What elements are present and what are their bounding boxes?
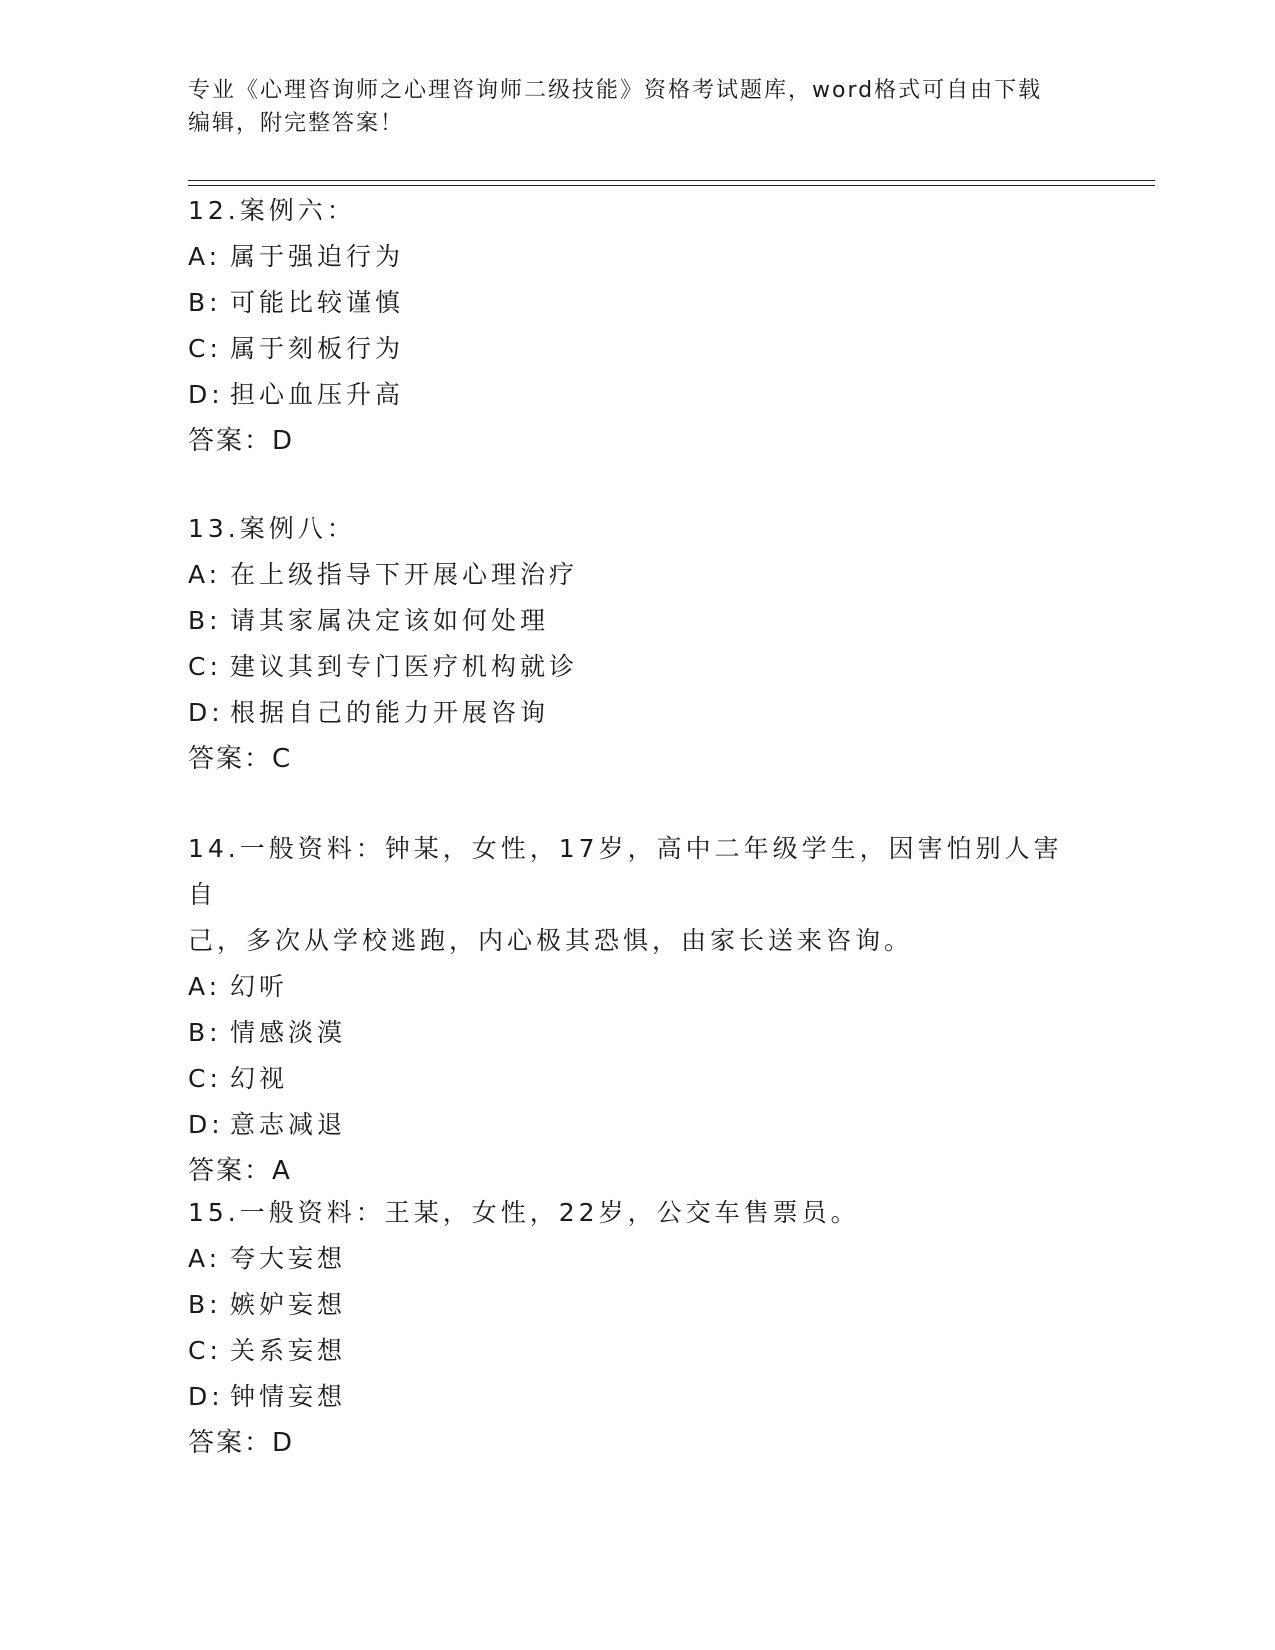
- option-text: 请其家属决定该如何处理: [230, 606, 550, 635]
- option-letter: B:: [188, 288, 222, 317]
- option-letter: C:: [188, 1336, 222, 1365]
- option-text: 在上级指导下开展心理治疗: [230, 560, 579, 589]
- option-letter: D:: [188, 1382, 224, 1411]
- option-letter: C:: [188, 652, 222, 681]
- option-text: 可能比较谨慎: [230, 288, 405, 317]
- header-line-1: 专业《心理咨询师之心理咨询师二级技能》资格考试题库，word格式可自由下载: [188, 78, 1043, 103]
- option-c: [188, 644, 1088, 690]
- answer-line: 答案：C: [188, 744, 293, 774]
- document-header: [188, 74, 1088, 140]
- question-title: 12.案例六：: [188, 196, 356, 225]
- option-b: [188, 280, 1088, 326]
- option-letter: A:: [188, 560, 222, 589]
- option-letter: B:: [188, 1290, 222, 1319]
- option-b: [188, 598, 1088, 644]
- option-text: 意志减退: [230, 1110, 347, 1139]
- option-text: 幻听: [230, 972, 289, 1001]
- option-a: [188, 964, 1088, 1010]
- option-text: 钟情妄想: [230, 1382, 347, 1411]
- question-15: [188, 1190, 1088, 1466]
- question-14: [188, 826, 1088, 1194]
- option-c: [188, 326, 1088, 372]
- option-letter: A:: [188, 972, 222, 1001]
- option-a: [188, 234, 1088, 280]
- option-a: [188, 552, 1088, 598]
- option-text: 幻视: [230, 1064, 289, 1093]
- option-text: 属于强迫行为: [230, 242, 405, 271]
- option-text: 夸大妄想: [230, 1244, 347, 1273]
- question-title-line-2: 己，多次从学校逃跑，内心极其恐惧，由家长送来咨询。: [188, 926, 914, 955]
- option-d: [188, 1102, 1088, 1148]
- header-divider-bottom: [188, 185, 1155, 186]
- option-c: [188, 1328, 1088, 1374]
- question-12: [188, 188, 1088, 464]
- option-text: 嫉妒妄想: [230, 1290, 347, 1319]
- question-title-line-1: 14.一般资料：钟某，女性，17岁，高中二年级学生，因害怕别人害自: [188, 834, 1063, 909]
- question-title: 15.一般资料：王某，女性，22岁，公交车售票员。: [188, 1198, 860, 1227]
- header-line-2: 编辑，附完整答案！: [188, 111, 405, 136]
- option-text: 担心血压升高: [230, 380, 405, 409]
- option-letter: D:: [188, 698, 224, 727]
- option-letter: B:: [188, 606, 222, 635]
- option-b: [188, 1282, 1088, 1328]
- answer-line: 答案：A: [188, 1156, 292, 1186]
- question-13: [188, 506, 1088, 782]
- option-d: [188, 372, 1088, 418]
- option-text: 根据自己的能力开展咨询: [230, 698, 550, 727]
- option-letter: C:: [188, 334, 222, 363]
- option-b: [188, 1010, 1088, 1056]
- question-title: 13.案例八：: [188, 514, 356, 543]
- option-d: [188, 690, 1088, 736]
- option-letter: B:: [188, 1018, 222, 1047]
- option-letter: C:: [188, 1064, 222, 1093]
- answer-line: 答案：D: [188, 426, 295, 456]
- option-letter: D:: [188, 380, 224, 409]
- option-c: [188, 1056, 1088, 1102]
- option-a: [188, 1236, 1088, 1282]
- option-text: 属于刻板行为: [230, 334, 405, 363]
- answer-line: 答案：D: [188, 1428, 295, 1458]
- option-letter: A:: [188, 242, 222, 271]
- header-divider-top: [188, 180, 1155, 181]
- option-text: 情感淡漠: [230, 1018, 347, 1047]
- option-d: [188, 1374, 1088, 1420]
- option-letter: A:: [188, 1244, 222, 1273]
- option-letter: D:: [188, 1110, 224, 1139]
- option-text: 关系妄想: [230, 1336, 347, 1365]
- option-text: 建议其到专门医疗机构就诊: [230, 652, 579, 681]
